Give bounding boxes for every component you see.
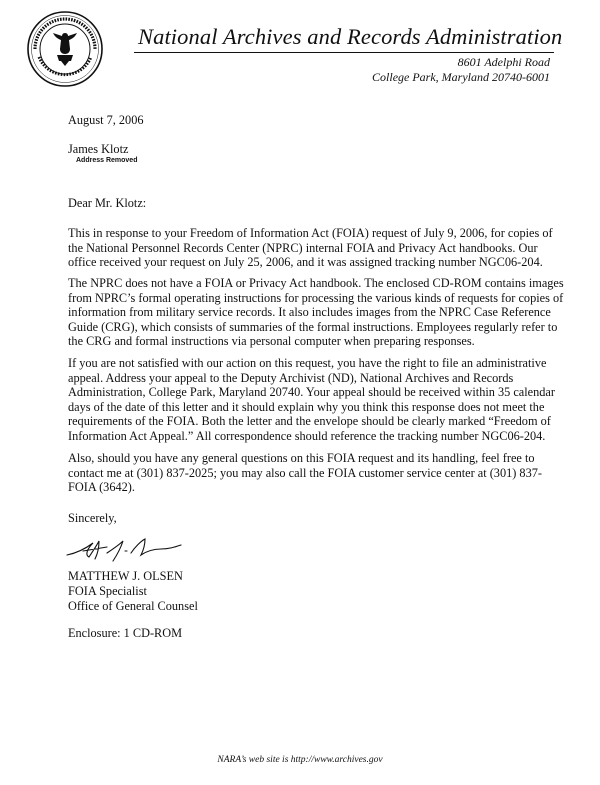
paragraph-line: the CRG and formal instructions via personal computer when preparing responses.: [68, 334, 475, 349]
signer-office: Office of General Counsel: [68, 599, 198, 613]
paragraph-3: [68, 356, 568, 444]
paragraph-2: [68, 276, 568, 349]
paragraph-1: [68, 226, 568, 270]
paragraph-line: the National Personnel Records Center (NPRC) internal FOIA and Privacy Act handbooks. Our: [68, 240, 538, 255]
paragraph-line: Administration, College Park, Maryland 20740. Your appeal should be received within 35 calendar: [68, 385, 555, 400]
paragraph-line: requirements of the FOIA. Both the letter and the envelope should be clearly marked “Freedom of: [68, 414, 551, 429]
paragraph-line: Guide (CRG), which consists of summaries of the formal instructions. Employees regularly refer to: [68, 319, 558, 334]
recipient-name: James Klotz: [68, 142, 129, 156]
signer-title: FOIA Specialist: [68, 584, 147, 598]
signer-name: MATTHEW J. OLSEN: [68, 569, 183, 583]
paragraph-line: information from military service records. It also includes images from the NPRC Case Reference: [68, 305, 551, 320]
paragraph-line: days of the date of this letter and it should explain why you think this response does not meet the: [68, 399, 545, 414]
paragraph-4: [68, 451, 568, 495]
paragraph-line: appeal. Address your appeal to the Deputy Archivist (ND), National Archives and Records: [68, 370, 514, 385]
paragraph-line: If you are not satisfied with our action on this request, you have the right to file an administrative: [68, 356, 547, 370]
paragraph-line: contact me at (301) 837-2025; you may also call the FOIA customer service center at (301) 837-: [68, 465, 542, 480]
enclosure-note: Enclosure: 1 CD-ROM: [68, 626, 183, 640]
paragraph-line: This in response to your Freedom of Information Act (FOIA) request of July 9, 2006, for copies of: [68, 226, 553, 240]
paragraph-line: office received your request on July 25, 2006, and it was assigned tracking number NGC06-204.: [68, 255, 543, 270]
nara-seal-icon: [27, 11, 103, 87]
address-line-2: College Park, Maryland 20740-6001: [372, 70, 550, 84]
salutation: Dear Mr. Klotz:: [68, 196, 147, 210]
footer-website: NARA’s web site is http://www.archives.gov: [217, 755, 383, 765]
organization-name: National Archives and Records Administration: [138, 24, 563, 49]
address-line-1: 8601 Adelphi Road: [457, 55, 550, 69]
letter-date: August 7, 2006: [68, 113, 144, 127]
letterhead-rule: [134, 52, 554, 53]
signature: [63, 531, 203, 565]
paragraph-line: FOIA (3642).: [68, 480, 135, 495]
paragraph-line: The NPRC does not have a FOIA or Privacy Act handbook. The enclosed CD-ROM contains images: [68, 276, 564, 290]
paragraph-line: Also, should you have any general questions on this FOIA request and its handling, feel free to: [68, 451, 535, 465]
paragraph-line: from NPRC’s formal operating instructions for processing the various kinds of requests for copies of: [68, 290, 564, 305]
recipient-address: Address Removed: [76, 157, 138, 164]
closing: Sincerely,: [68, 511, 117, 525]
paragraph-line: Information Act Appeal.” All correspondence should reference the tracking number NGC06-204.: [68, 428, 546, 443]
